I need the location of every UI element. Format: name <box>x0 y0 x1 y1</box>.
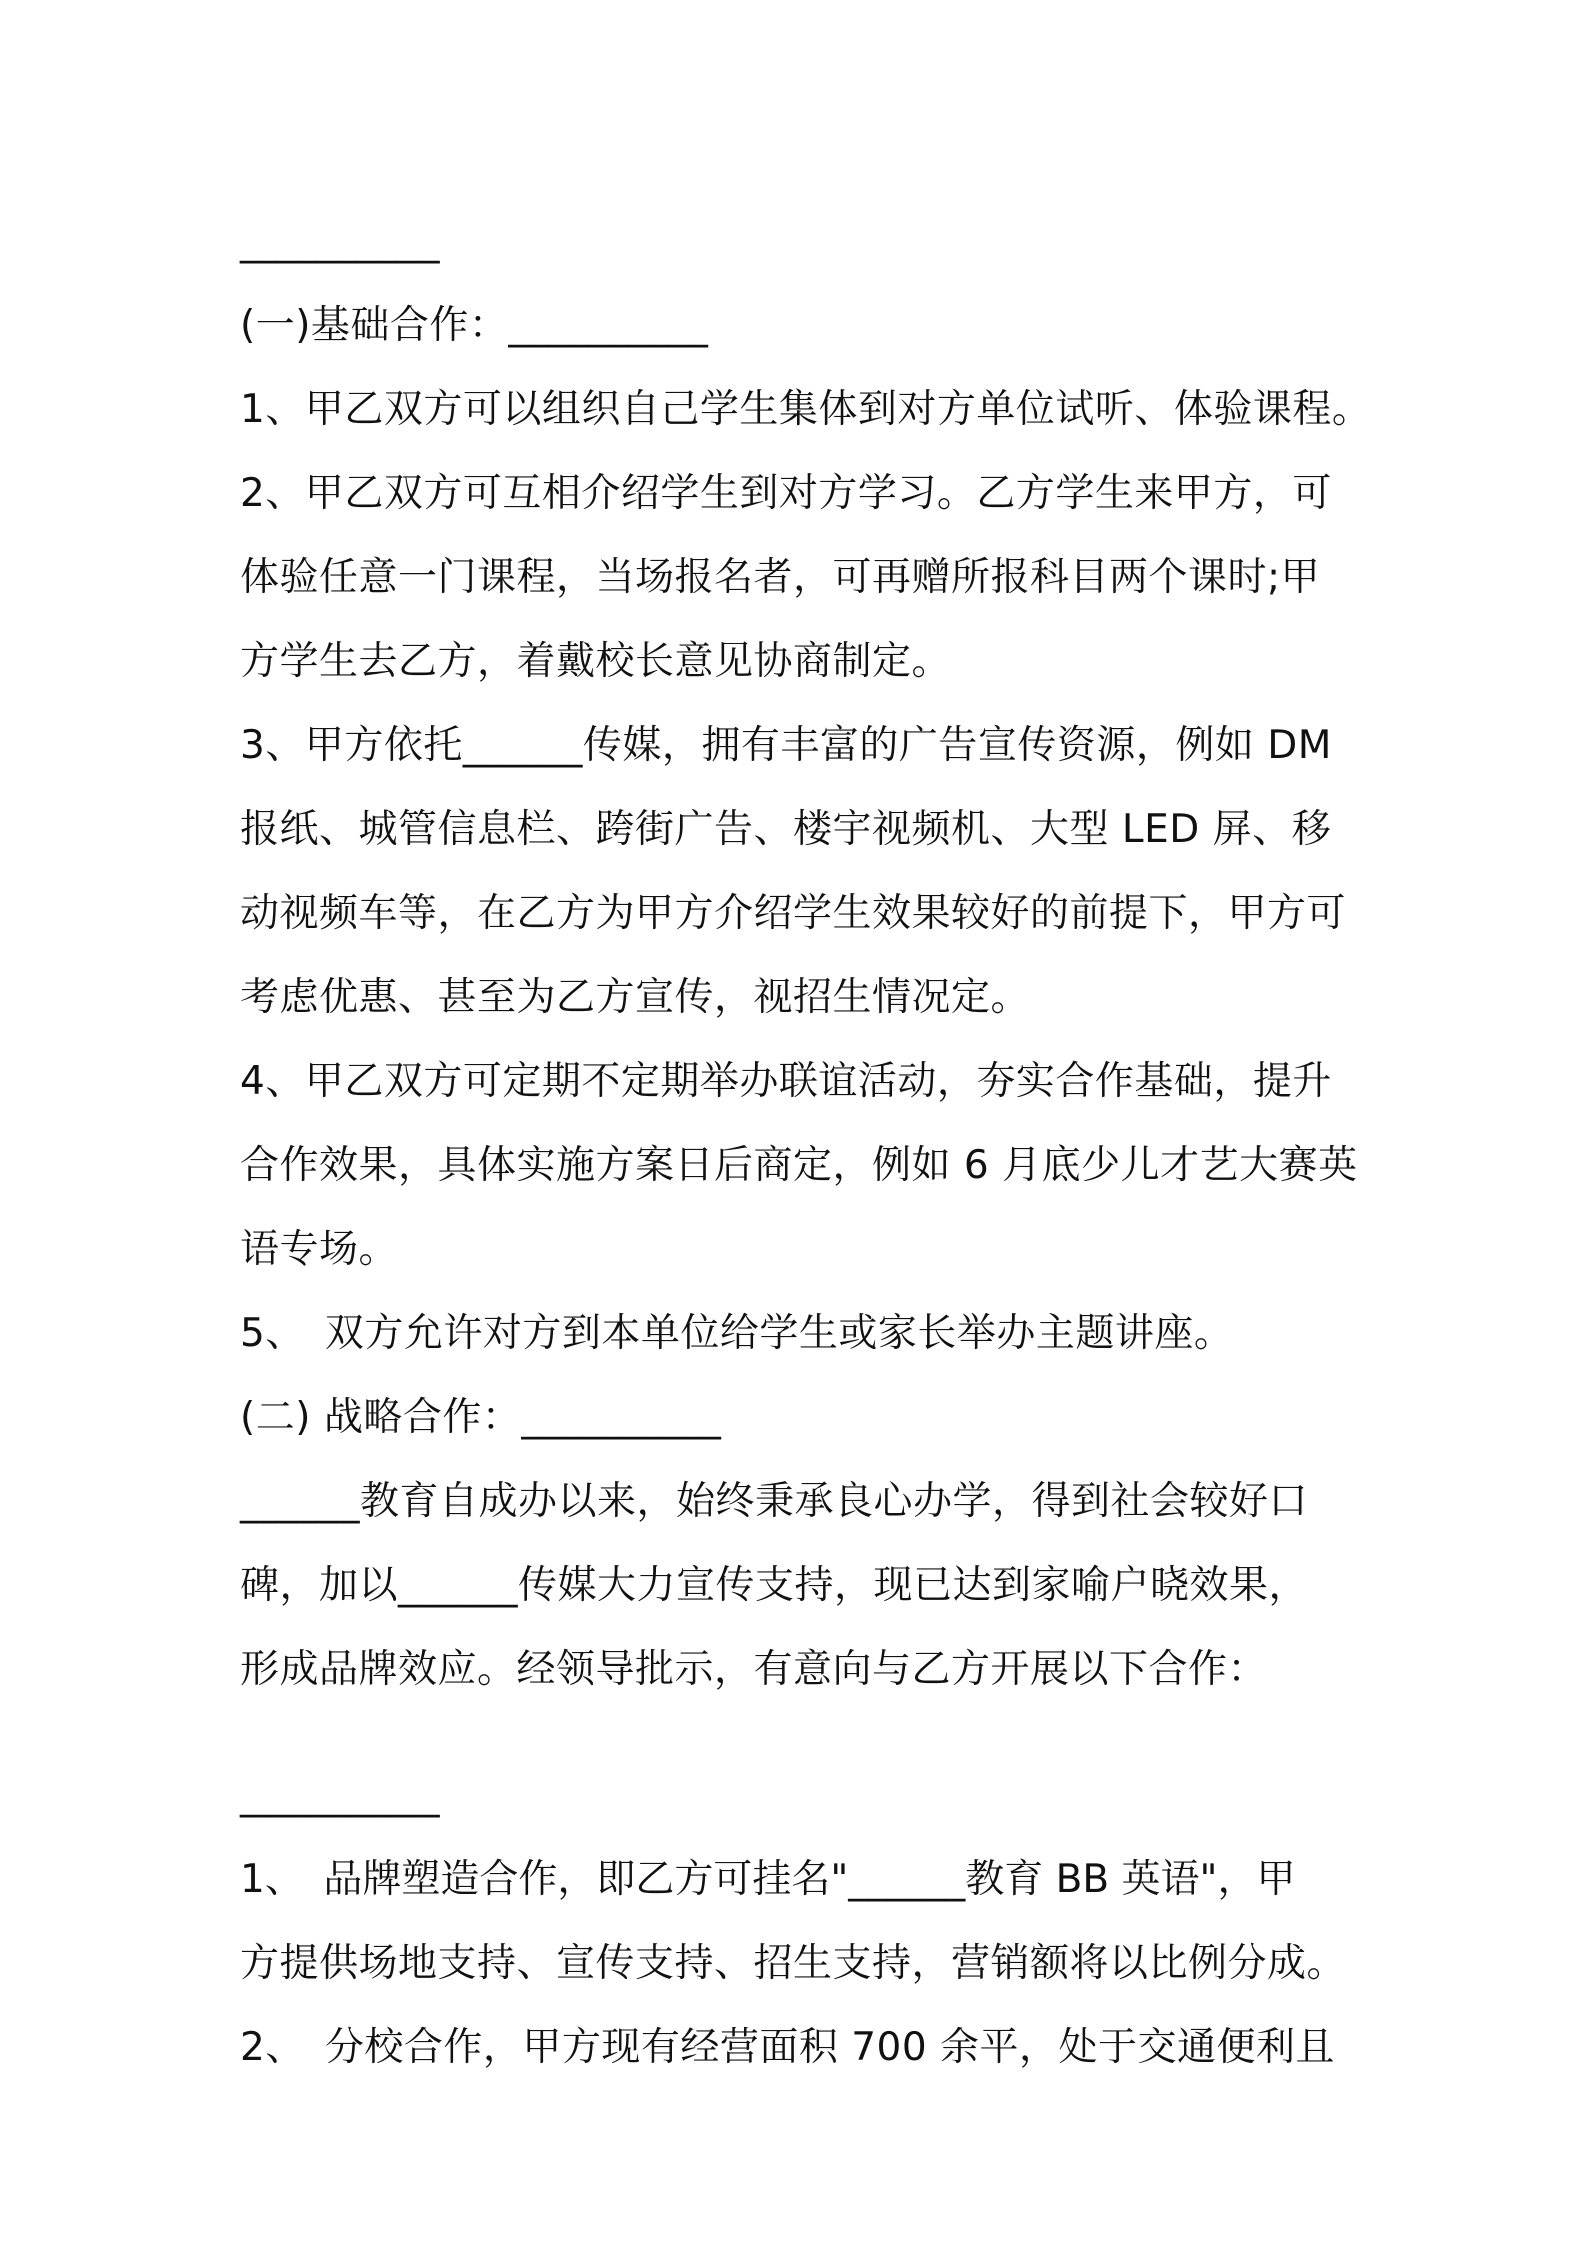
paragraph-line: ______教育自成办以来，始终秉承良心办学，得到社会较好口 <box>240 1479 1309 1524</box>
paragraph-line: 动视频车等，在乙方为甲方介绍学生效果较好的前提下，甲方可 <box>240 891 1347 936</box>
paragraph-line: 1、甲乙双方可以组织自己学生集体到对方单位试听、体验课程。 <box>240 387 1372 432</box>
section-heading-strategic-cooperation: (二) 战略合作：__________ <box>240 1395 722 1440</box>
paragraph-line: 报纸、城管信息栏、跨街广告、楼宇视频机、大型 LED 屏、移 <box>240 807 1332 852</box>
paragraph-line: 1、 品牌塑造合作，即乙方可挂名"______教育 BB 英语"，甲 <box>240 1857 1296 1902</box>
paragraph-line: 形成品牌效应。经领导批示，有意向与乙方开展以下合作： <box>240 1647 1268 1692</box>
paragraph-line: 方学生去乙方，着戴校长意见协商制定。 <box>240 639 952 684</box>
paragraph-line: 4、甲乙双方可定期不定期举办联谊活动，夯实合作基础，提升 <box>240 1059 1332 1104</box>
blank-underline: __________ <box>240 1773 440 1818</box>
blank-underline: __________ <box>240 219 440 264</box>
paragraph-line: 5、 双方允许对方到本单位给学生或家长举办主题讲座。 <box>240 1311 1234 1356</box>
paragraph-line: 碑，加以______传媒大力宣传支持，现已达到家喻户晓效果， <box>240 1563 1309 1608</box>
paragraph-line: 语专场。 <box>240 1227 399 1272</box>
paragraph-line: 方提供场地支持、宣传支持、招生支持，营销额将以比例分成。 <box>240 1941 1347 1986</box>
document-body <box>240 200 1372 2090</box>
spacer <box>240 1712 1360 1754</box>
paragraph-line: 合作效果，具体实施方案日后商定，例如 6 月底少儿才艺大赛英 <box>240 1143 1358 1188</box>
paragraph-line: 体验任意一门课程，当场报名者，可再赠所报科目两个课时;甲 <box>240 555 1321 600</box>
paragraph-line: 考虑优惠、甚至为乙方宣传，视招生情况定。 <box>240 975 1031 1020</box>
paragraph-line: 2、 分校合作，甲方现有经营面积 700 余平，处于交通便利且 <box>240 2025 1336 2070</box>
section-heading-basic-cooperation: (一)基础合作：__________ <box>240 303 709 348</box>
paragraph-line: 2、甲乙双方可互相介绍学生到对方学习。乙方学生来甲方，可 <box>240 471 1332 516</box>
paragraph-line: 3、甲方依托______传媒，拥有丰富的广告宣传资源，例如 DM <box>240 723 1332 768</box>
